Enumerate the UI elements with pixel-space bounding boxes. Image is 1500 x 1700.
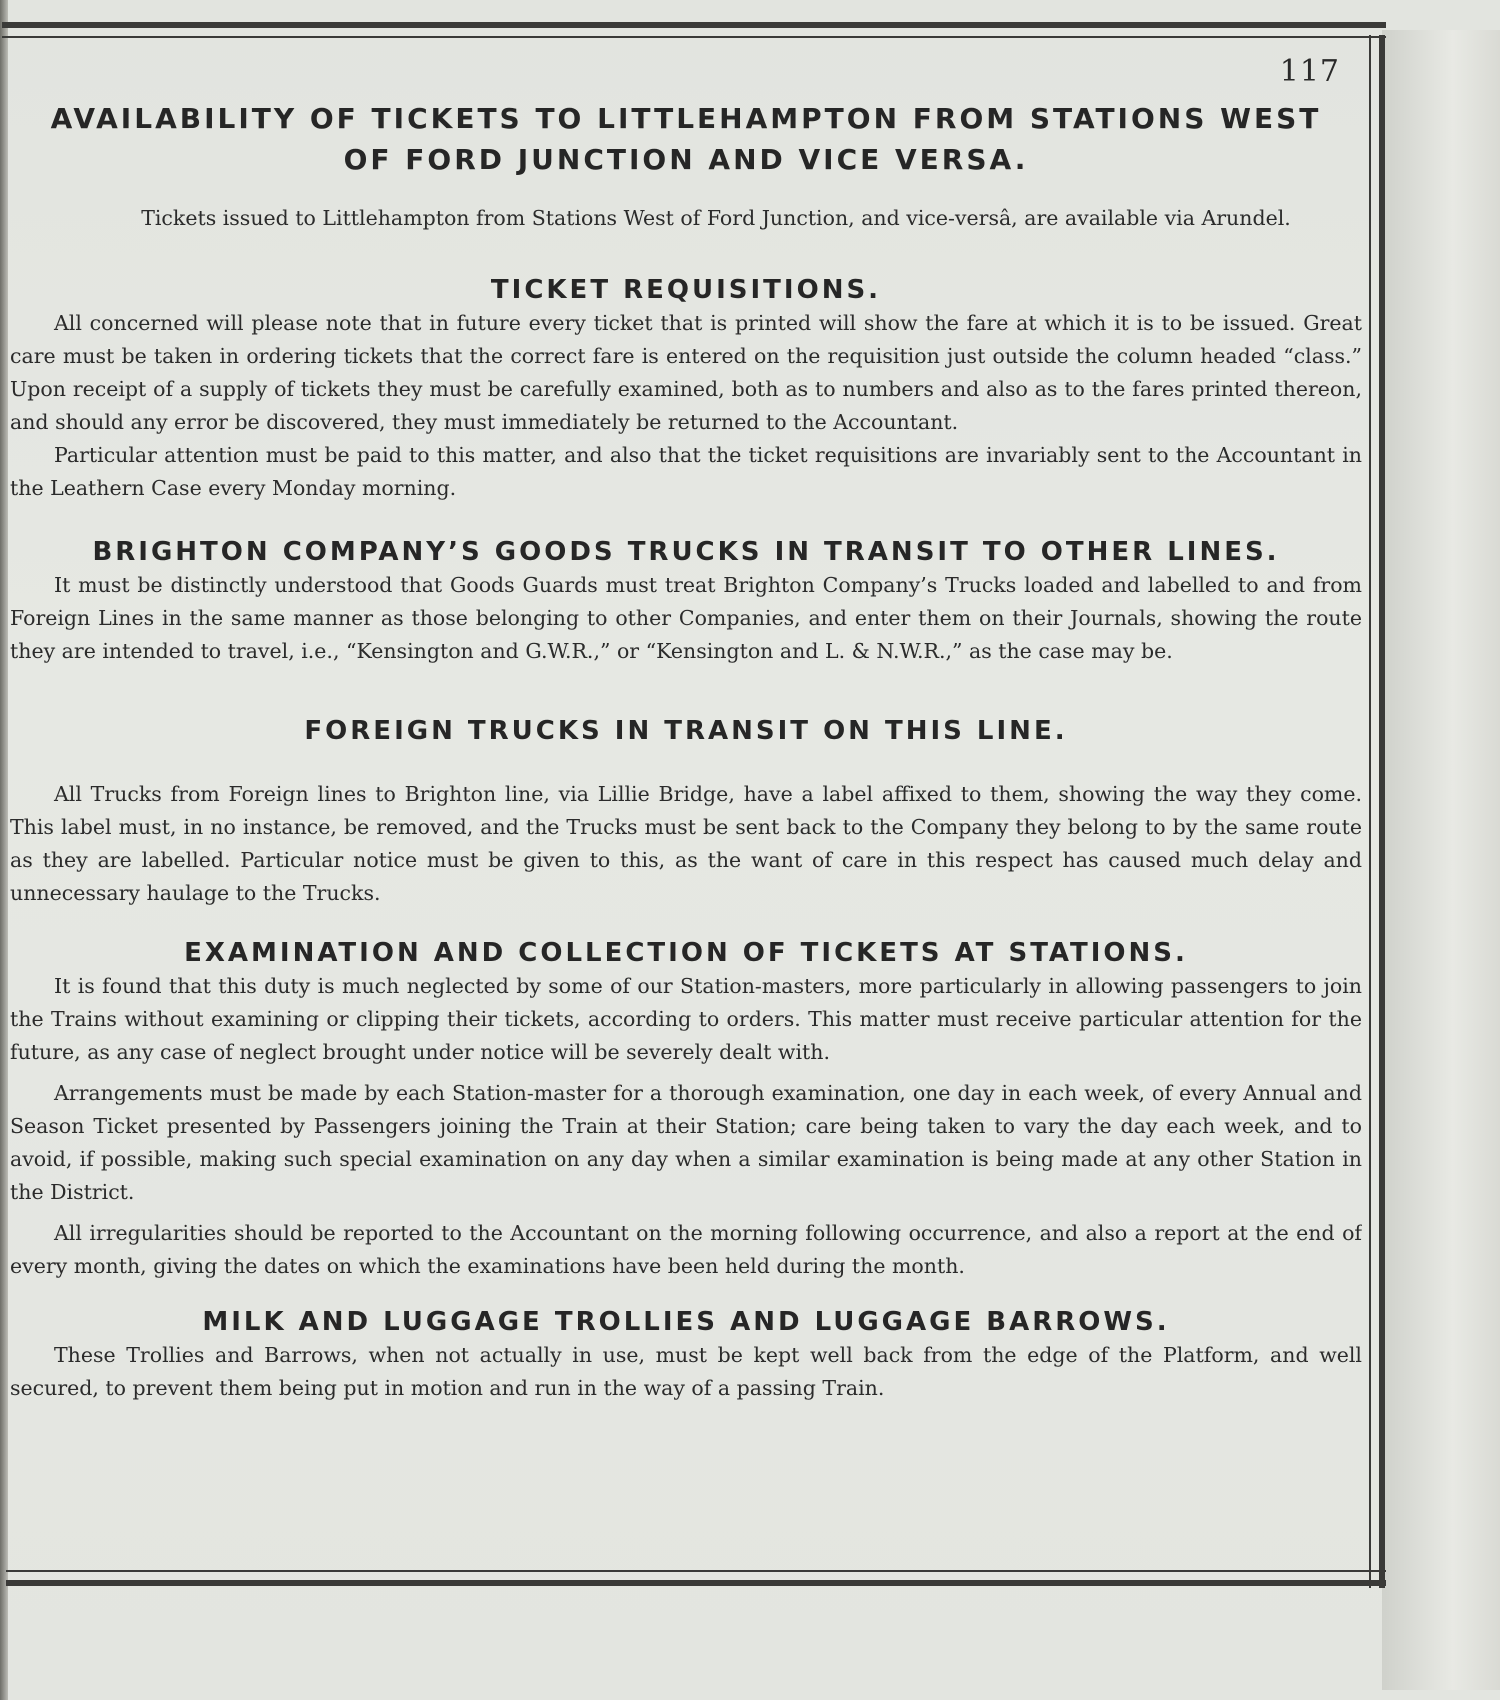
section-ticket-requisitions [10,273,1362,505]
section-paragraph: It is found that this duty is much neglected by some of our Station-masters, more particularly in allowing passengers to join the Trains without examining or clipping their tickets, according to orders. This matter must receive particular attention for the future, as any case of neglect brought under notice will be severely dealt with. [10,974,1362,1064]
section-paragraph: Arrangements must be made by each Station-master for a thorough examination, one day in each week, of every Annual and Season Ticket presented by Passengers joining the Train at their Station; care being taken to vary the day each week, and to avoid, if possible, making such special examination on any day when a similar examination is being made at any other Station in the District. [10,1081,1362,1204]
section-paragraph: Particular attention must be paid to this matter, and also that the ticket requisitions are invariably sent to the Accountant in the Leathern Case every Monday morning. [10,443,1362,500]
page-content [10,40,1362,1565]
section-title: TICKET REQUISITIONS. [490,275,882,305]
book-spine-shadow [0,0,8,1700]
section-ticket-availability [10,40,1362,235]
section-paragraph: All Trucks from Foreign lines to Brighton line, via Lillie Bridge, have a label affixed to them, showing the way they come. This label must, in no instance, be removed, and the Trucks must be sent back to the Company they belong to by the same route as they are labelled. Particular notice must be given to this, as the want of care in this respect has caused much delay and unnecessary haulage to the Trucks. [10,782,1362,905]
section-title: FOREIGN TRUCKS IN TRANSIT ON THIS LINE. [304,716,1068,746]
section-brighton-goods-trucks [10,535,1362,668]
section-title: MILK AND LUGGAGE TROLLIES AND LUGGAGE BARROWS. [202,1307,1170,1337]
next-page-edge [1382,30,1500,1690]
frame-border-bottom [6,1570,1386,1586]
section-foreign-trucks [10,714,1362,910]
frame-border-right [1369,35,1385,1588]
section-title: AVAILABILITY OF TICKETS TO LITTLEHAMPTON FROM STATIONS WEST OF FORD JUNCTION AND VICE VERSA. [50,102,1322,176]
section-paragraph: All irregularities should be reported to the Accountant on the morning following occurrence, and also a report at the end of every month, giving the dates on which the examinations have been held during the month. [10,1221,1362,1278]
section-ticket-examination [10,936,1362,1283]
section-paragraph: Tickets issued to Littlehampton from Stations West of Ford Junction, and vice-versâ, are available via Arundel. [141,206,1291,230]
section-paragraph: All concerned will please note that in future every ticket that is printed will show the fare at which it is to be issued. Great care must be taken in ordering tickets that the correct fare is entered on the requisition just outside the column headed “class.” Upon receipt of a supply of tickets they must be carefully examined, both as to numbers and also as to the fares printed thereon, and should any error be discovered, they must immediately be returned to the Accountant. [10,311,1362,434]
frame-border-top [2,22,1386,38]
section-trollies-barrows [10,1305,1362,1405]
section-title: BRIGHTON COMPANY’S GOODS TRUCKS IN TRANSIT TO OTHER LINES. [92,537,1280,567]
page-number: 117 [1279,54,1340,89]
section-paragraph: These Trollies and Barrows, when not actually in use, must be kept well back from the edge of the Platform, and well secured, to prevent them being put in motion and run in the way of a passing Train. [10,1343,1362,1400]
section-title: EXAMINATION AND COLLECTION OF TICKETS AT STATIONS. [184,938,1188,968]
section-paragraph: It must be distinctly understood that Goods Guards must treat Brighton Company’s Trucks loaded and labelled to and from Foreign Lines in the same manner as those belonging to other Companies, and enter them on their Journals, showing the route they are intended to travel, i.e., “Kensington and G.W.R.,” or “Kensington and L. & N.W.R.,” as the case may be. [10,573,1362,663]
